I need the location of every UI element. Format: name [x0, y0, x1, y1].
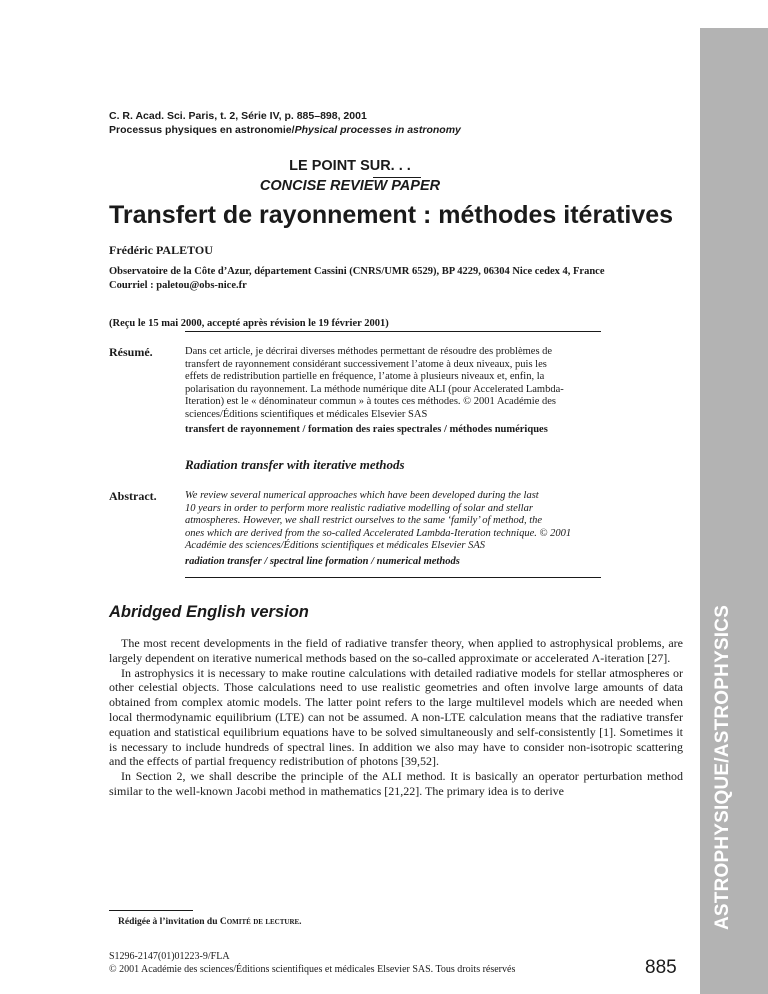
abstract-text	[185, 490, 601, 553]
resume-line: Dans cet article, je décrirai diverses méthodes permettant de résoudre des problèmes de	[185, 346, 553, 357]
article-title: Transfert de rayonnement : méthodes itératives	[109, 201, 674, 229]
resume-line: effets de redistribution partielle en fréquence, l’atome à plusieurs niveaux et, enfin, la	[185, 371, 545, 383]
abstract-line: ones which are derived from the so-called Accelerated Lambda-Iteration technique. © 2001	[185, 527, 572, 539]
body-text	[109, 636, 683, 799]
footnote-rule	[109, 910, 193, 911]
resume-line: Iteration) est le « dénominateur commun » à toutes ces méthodes. © 2001 Académie des	[185, 396, 556, 408]
affiliation: Observatoire de la Côte d’Azur, département Cassini (CNRS/UMR 6529), BP 4229, 06304 Nice cedex 4, France	[109, 266, 605, 277]
keywords-en: radiation transfer / spectral line formation / numerical methods	[185, 556, 460, 567]
email: Courriel : paletou@obs-nice.fr	[109, 280, 247, 291]
kicker-label-en: CONCISE REVIEW PAPER	[259, 178, 441, 194]
abstract-line: 10 years in order to perform more realistic radiative modelling of solar and stellar	[185, 502, 533, 514]
abstract-line: Académie des sciences/Éditions scientifiques et médicales Elsevier SAS	[185, 540, 486, 552]
resume-line: sciences/Éditions scientifiques et médicales Elsevier SAS	[185, 408, 428, 420]
abstract-bottom-rule	[185, 577, 601, 578]
abstract-label: Abstract.	[109, 489, 157, 503]
keywords-fr: transfert de rayonnement / formation des raies spectrales / méthodes numériques	[185, 424, 548, 435]
side-tab	[700, 28, 768, 994]
side-tab-label: ASTROPHYSIQUE/ASTROPHYSICS	[712, 604, 733, 930]
received-dates: (Reçu le 15 mai 2000, accepté après révision le 19 février 2001)	[109, 318, 389, 329]
footnote: Rédigée à l’invitation du Comité de lecture.	[118, 917, 302, 927]
body-paragraph: In Section 2, we shall describe the principle of the ALI method. It is basically an operator perturbation method similar to the well-known Jacobi method in mathematics [21,22]. The primary idea is to derive	[109, 769, 683, 798]
body-paragraph: The most recent developments in the field of radiative transfer theory, when applied to astrophysical problems, are largely dependent on iterative numerical methods based on the so-called approximate or accelerated Λ-iteration [27].	[109, 636, 683, 665]
section-heading: Abridged English version	[109, 603, 309, 621]
page-number: 885	[645, 957, 677, 978]
kicker-label: LE POINT SUR. . .	[289, 158, 411, 174]
english-title: Radiation transfer with iterative methods	[185, 457, 405, 472]
resume-line: transfert de rayonnement considérant successivement l’atome à deux niveaux, puis les	[185, 358, 547, 370]
journal-section: Processus physiques en astronomie/Physical processes in astronomy	[109, 124, 461, 136]
abstract-line: atmospheres. However, we shall restrict ourselves to the same ‘family’ of method, the	[185, 515, 543, 527]
journal-citation: C. R. Acad. Sci. Paris, t. 2, Série IV, p. 885–898, 2001	[109, 110, 367, 122]
resume-text	[185, 346, 601, 422]
body-paragraph: In astrophysics it is necessary to make routine calculations with detailed radiative models for stellar atmospheres or other celestial objects. Those calculations need to use realistic geometries and often involve large amounts of data obtained from complex atomic models. The latter point refers to the large multilevel models which are needed when local thermodynamic equilibrium (LTE) can not be assumed. A non-LTE calculation means that the radiative transfer equation and statistical equilibrium equations have to be solved simultaneously and self-consistently [1]. Sometimes it is necessary to include hundreds of spectral lines. In addition we also may have to consider non-isotropic scattering and the effects of partial frequency redistribution of photons [39,52].	[109, 665, 683, 769]
resume-line: polarisation du rayonnement. La méthode numérique dite ALI (pour Accelerated Lambda-	[185, 383, 564, 395]
copyright-line: © 2001 Académie des sciences/Éditions scientifiques et médicales Elsevier SAS. Tous droits réservés	[109, 964, 516, 975]
article-identifier: S1296-2147(01)01223-9/FLA	[109, 951, 230, 962]
author-name: Frédéric PALETOU	[109, 243, 213, 257]
resume-label: Résumé.	[109, 345, 153, 359]
abstract-top-rule	[185, 331, 601, 332]
abstract-line: We review several numerical approaches which have been developed during the last	[185, 490, 539, 501]
